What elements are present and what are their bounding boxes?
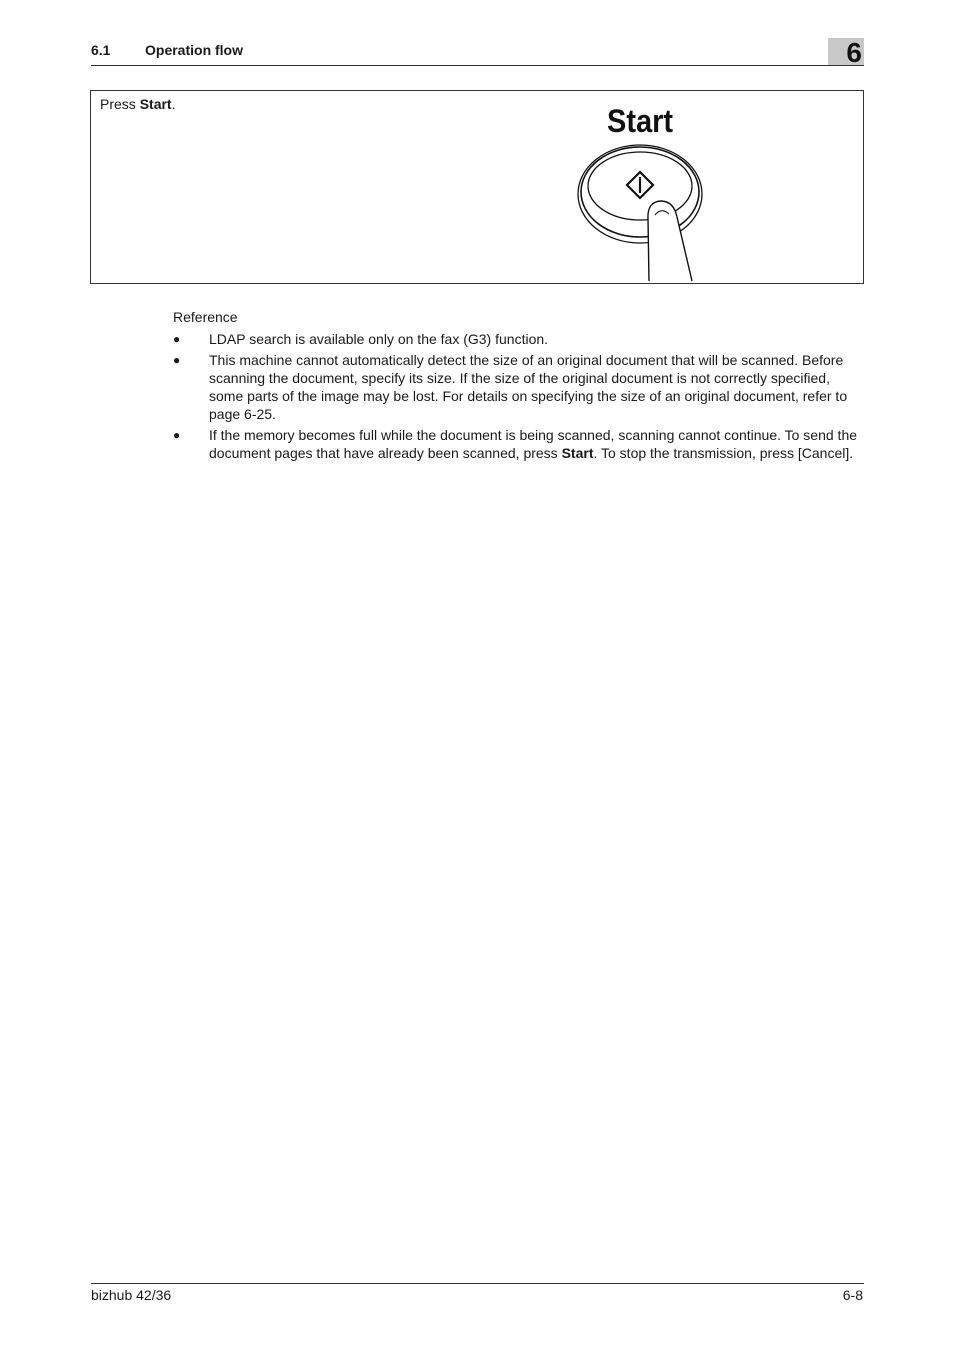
reference-list: [173, 330, 863, 465]
bullet-icon: ●: [173, 332, 181, 346]
header-divider: [91, 65, 864, 66]
list-item-text: LDAP search is available only on the fax (G3) function.: [209, 331, 549, 347]
list-item-text-after: . To stop the transmission, press [Cancel].: [593, 445, 854, 461]
list-item-text-bold: Start: [561, 445, 594, 461]
start-label: Start: [607, 103, 674, 139]
list-item: [173, 330, 863, 348]
chapter-tab: [828, 38, 864, 66]
step-box: [90, 90, 864, 284]
finger-icon: [648, 201, 692, 281]
start-button-illustration: [571, 99, 721, 283]
footer-product: bizhub 42/36: [91, 1287, 172, 1303]
list-item-text-before: If the memory becomes full while the document is being scanned, scanning cannot continue. To send the document pages that have already been scanned, press: [209, 427, 858, 461]
step-instruction: [100, 96, 175, 112]
chapter-number: 6: [846, 37, 862, 68]
footer-divider: [91, 1283, 864, 1284]
step-text-prefix: Press: [100, 96, 140, 112]
start-diamond-icon: [627, 172, 653, 198]
reference-heading: Reference: [173, 309, 238, 325]
step-text-bold: Start: [139, 96, 172, 112]
bullet-icon: ●: [173, 428, 181, 442]
list-item-text: This machine cannot automatically detect the size of an original document that will be scanned. Before scanning the document, specify its size. If the size of the original document is not correctly specified, some parts of the image may be lost. For details on specifying the size of an original document, refer to page 6-25.: [209, 352, 848, 422]
step-text-suffix: .: [171, 96, 176, 112]
footer-page-number: 6-8: [842, 1287, 863, 1303]
section-number: 6.1: [91, 42, 111, 58]
list-item: [173, 351, 863, 423]
bullet-icon: ●: [173, 353, 181, 367]
section-title: Operation flow: [145, 42, 243, 58]
list-item: [173, 426, 863, 462]
list-item-text: [209, 427, 857, 461]
